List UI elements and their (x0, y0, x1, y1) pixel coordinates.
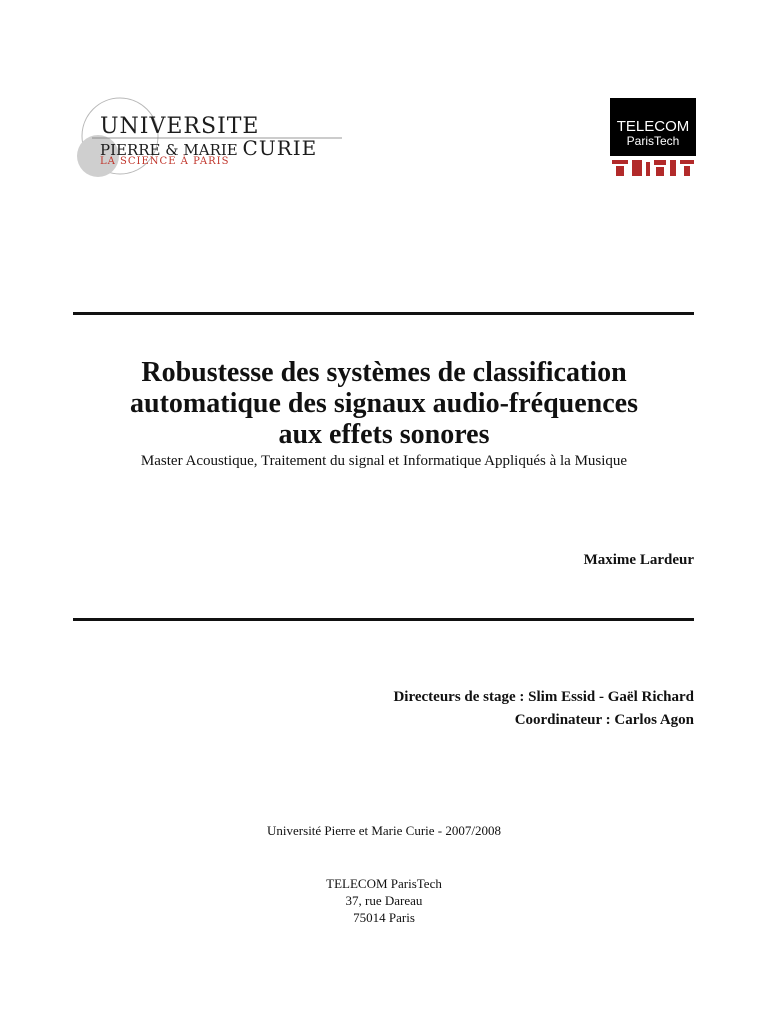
top-rule (73, 312, 694, 315)
telecom-pattern-icon (610, 156, 696, 180)
address-line1: TELECOM ParisTech (326, 876, 442, 891)
telecom-logo-sub: ParisTech (626, 134, 680, 148)
thesis-title-line2: automatique des signaux audio-fréquences (130, 388, 638, 419)
telecom-logo-name: TELECOM (616, 118, 690, 135)
thesis-title-line1: Robustesse des systèmes de classification (141, 357, 627, 388)
thesis-title-line3: aux effets sonores (278, 419, 490, 450)
telecom-logo (610, 98, 696, 182)
upmc-logo-line2-big: CURIE (242, 136, 318, 160)
upmc-logo-tagline: LA SCIENCE À PARIS (100, 156, 230, 167)
upmc-logo (70, 86, 342, 182)
upmc-logo-line1: UNIVERSITE (100, 114, 260, 139)
address-line2: 37, rue Dareau (345, 893, 423, 908)
thesis-subtitle: Master Acoustique, Traitement du signal et Informatique Appliqués à la Musique (140, 453, 628, 469)
upmc-logo-line2-small: PIERRE & MARIE (100, 141, 243, 159)
bottom-rule (73, 618, 694, 621)
author-name: Maxime Lardeur (583, 552, 694, 568)
thesis-title (60, 357, 708, 450)
university-year: Université Pierre et Marie Curie - 2007/2008 (267, 823, 501, 838)
coordinator: Coordinateur : Carlos Agon (514, 712, 694, 728)
address-line3: 75014 Paris (353, 910, 415, 925)
internship-directors: Directeurs de stage : Slim Essid - Gaël Richard (393, 689, 694, 705)
